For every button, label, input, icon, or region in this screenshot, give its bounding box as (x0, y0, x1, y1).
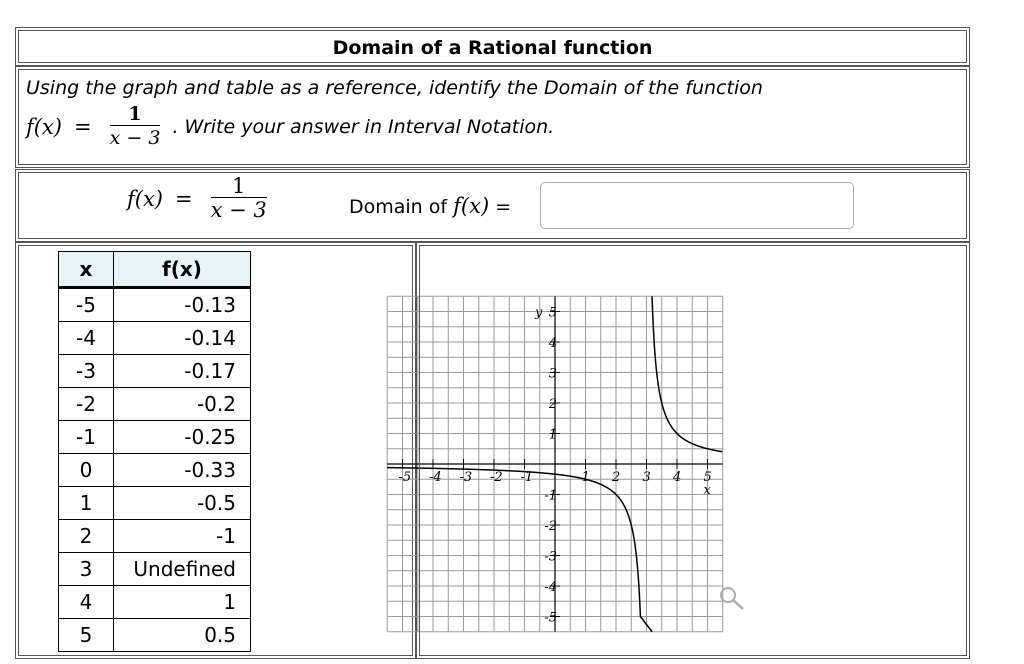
answer-func-name: f(x) (127, 186, 164, 211)
answer-equals: = (175, 186, 193, 211)
values-table (58, 251, 251, 652)
cell-x: -3 (59, 355, 114, 388)
table-row (59, 388, 251, 421)
domain-label-suffix: = (495, 196, 512, 218)
cell-x: 5 (59, 619, 114, 652)
cell-x: 4 (59, 586, 114, 619)
instructions-formula (26, 103, 554, 150)
instr-denominator: x − 3 (109, 127, 161, 149)
curve-left-branch (387, 468, 652, 632)
cell-fx: 0.5 (114, 619, 251, 652)
y-tick-label: -1 (544, 488, 557, 504)
graph-cell (398, 242, 970, 659)
table-row (59, 586, 251, 619)
y-tick-label: 1 (548, 427, 557, 443)
x-axis-label: x (703, 483, 711, 498)
cell-fx: 1 (114, 586, 251, 619)
x-tick-label: 5 (703, 470, 712, 485)
cell-x: 0 (59, 454, 114, 487)
answer-fraction (211, 175, 267, 222)
cell-fx: -1 (114, 520, 251, 553)
cell-fx: -0.5 (114, 487, 251, 520)
cell-x: 3 (59, 553, 114, 586)
page-title: Domain of a Rational function (332, 37, 653, 59)
answer-denominator: x − 3 (210, 198, 267, 222)
instr-equals: = (74, 114, 92, 139)
function-graph (398, 243, 969, 658)
domain-label-func: f(x) (453, 194, 490, 218)
y-tick-label: -2 (544, 519, 557, 534)
x-tick-label: 1 (581, 470, 590, 485)
cell-fx: Undefined (114, 553, 251, 586)
cell-fx: -0.2 (114, 388, 251, 421)
table-row (59, 553, 251, 586)
cell-fx: -0.17 (114, 355, 251, 388)
y-tick-label: 2 (548, 397, 557, 412)
cell-x: -1 (59, 421, 114, 454)
x-tick-label: -2 (490, 470, 503, 485)
curve-right-branch (652, 296, 722, 451)
y-tick-label: -3 (544, 549, 557, 565)
title-cell (15, 27, 970, 66)
domain-label-prefix: Domain of (349, 196, 448, 218)
answer-cell (15, 169, 970, 242)
instructions-line1: Using the graph and table as a reference, identify the Domain of the function (26, 77, 763, 99)
x-tick-label: 2 (612, 470, 621, 485)
y-tick-label: -4 (544, 580, 557, 595)
table-row (59, 520, 251, 553)
y-tick-label: 4 (548, 336, 557, 351)
y-tick-label: 3 (548, 366, 557, 382)
y-tick-label: 5 (548, 305, 557, 321)
instructions-cell (15, 66, 970, 168)
table-row (59, 322, 251, 355)
x-tick-label: 4 (673, 470, 682, 485)
instructions-line2: . Write your answer in Interval Notation. (172, 115, 555, 138)
cell-x: -4 (59, 322, 114, 355)
cell-x: -2 (59, 388, 114, 421)
cell-x: -5 (59, 288, 114, 322)
y-axis-label: y (535, 305, 543, 321)
table-row (59, 288, 251, 322)
table-row (59, 619, 251, 652)
y-tick-label: -5 (544, 610, 557, 626)
instr-fraction (110, 103, 161, 150)
instr-numerator: 1 (128, 103, 142, 125)
cropped-top-text (0, 0, 1024, 6)
answer-numerator: 1 (232, 174, 246, 198)
table-row (59, 421, 251, 454)
header-x: x (59, 252, 114, 288)
cell-fx: -0.33 (114, 454, 251, 487)
x-tick-label: -5 (398, 470, 412, 485)
x-tick-label: 3 (642, 470, 651, 485)
table-row (59, 487, 251, 520)
cell-fx: -0.13 (114, 288, 251, 322)
instr-func-name: f(x) (26, 114, 63, 139)
domain-label (349, 194, 511, 218)
table-row (59, 355, 251, 388)
cell-fx: -0.25 (114, 421, 251, 454)
x-tick-label: -3 (459, 470, 473, 485)
cell-x: 1 (59, 487, 114, 520)
magnifier-icon[interactable] (721, 588, 743, 609)
x-tick-label: -4 (429, 470, 442, 485)
cell-x: 2 (59, 520, 114, 553)
cell-fx: -0.14 (114, 322, 251, 355)
table-cell (15, 242, 416, 659)
table-header-row (59, 252, 251, 288)
answer-formula (127, 175, 273, 222)
domain-answer-input[interactable] (540, 182, 854, 229)
table-row (59, 454, 251, 487)
x-tick-label: -1 (520, 470, 534, 485)
header-fx: f(x) (114, 252, 251, 288)
